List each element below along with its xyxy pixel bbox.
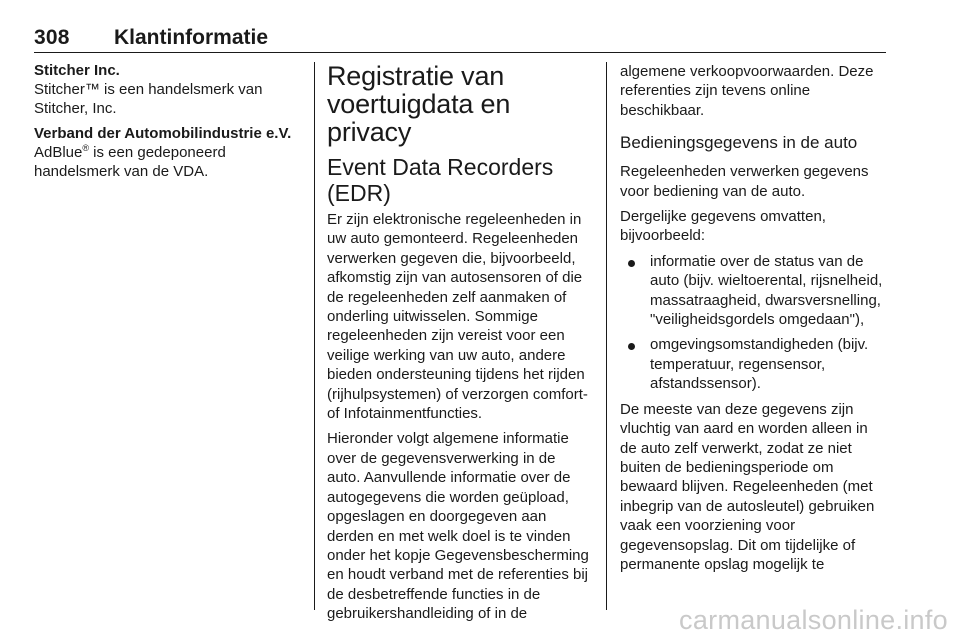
registered-mark: ® [82,142,90,153]
bullet-icon [628,260,635,267]
paragraph-edr-intro: Er zijn elektronische regeleenheden in uw auto gemonteerd. Regeleenheden verwerken gegeven die, bijvoorbeeld, afkomstig zijn van autosensoren of die de regeleenheden zelf aanmaken of onderling uitwisselen. Sommige regeleenheden zijn vereist voor een veilige werking van uw auto, andere bieden ondersteuning tijdens het rijden (rijhulpsystemen) of verzorgen comfort- of Infotainmentfuncties. [327,211,588,423]
trademark-text-vda: AdBlue® is een gedeponeerd handelsmerk van de VDA. [34,142,226,181]
paragraph-data-processing: Hieronder volgt algemene informatie over de gegevensverwerking in de auto. Aanvullende informatie over de autogegevens die worden geüpload, opgeslagen en doorgegeven aan derden en met welk doel is te vinden onder het kopje Gegevensbescherming en houdt verband met de referenties bij de desbetreffende functies in de gebruikershandleiding of in de [327,430,589,623]
page-number: 308 [34,26,70,49]
column-3 [620,62,888,574]
subsection-heading: Event Data Recorders (EDR) [327,154,554,206]
list-item: informatie over de status van de auto (bijv. wieltoerental, rijsnelheid, massatraagheid, dwarsversnelling, "veiligheidsgordels omgedaan"), [620,252,888,330]
watermark: carmanualsonline.info [679,605,948,635]
subsection-heading-operating-data: Bedieningsgegevens in de auto [620,133,858,153]
column-2 [327,62,591,624]
column-1 [34,62,302,182]
trademark-text-stitcher: Stitcher™ is een handelsmerk van Stitcher, Inc. [34,81,263,118]
section-heading: Registratie van voertuigdata en privacy [327,61,511,147]
bullet-icon [628,343,635,350]
page-title: Klantinformatie [114,26,269,49]
trademark-heading-stitcher: Stitcher Inc. [34,62,120,79]
column-divider-1 [314,62,315,610]
list-item: omgevingsomstandigheden (bijv. temperatuur, regensensor, afstandssensor). [620,335,888,393]
page-header [34,22,886,53]
paragraph-examples-intro: Dergelijke gegevens omvatten, bijvoorbeeld: [620,208,826,245]
trademark-heading-vda: Verband der Automobilindustrie e.V. [34,124,292,142]
column-divider-2 [606,62,607,610]
paragraph-volatile-data: De meeste van deze gegevens zijn vluchtig van aard en worden alleen in de auto zelf verwerkt, zodat ze niet buiten de bedieningsperiode om bewaard blijven. Regeleenheden (met inbegrip van de autosleutel) gebruiken vaak een voorziening voor gegevensopslag. Dit om tijdelijke of permanente opslag mogelijk te [620,400,875,573]
paragraph-operating-data: Regeleenheden verwerken gegevens voor bediening van de auto. [620,163,869,200]
paragraph-continued: algemene verkoopvoorwaarden. Deze referenties zijn tevens online beschikbaar. [620,63,874,119]
